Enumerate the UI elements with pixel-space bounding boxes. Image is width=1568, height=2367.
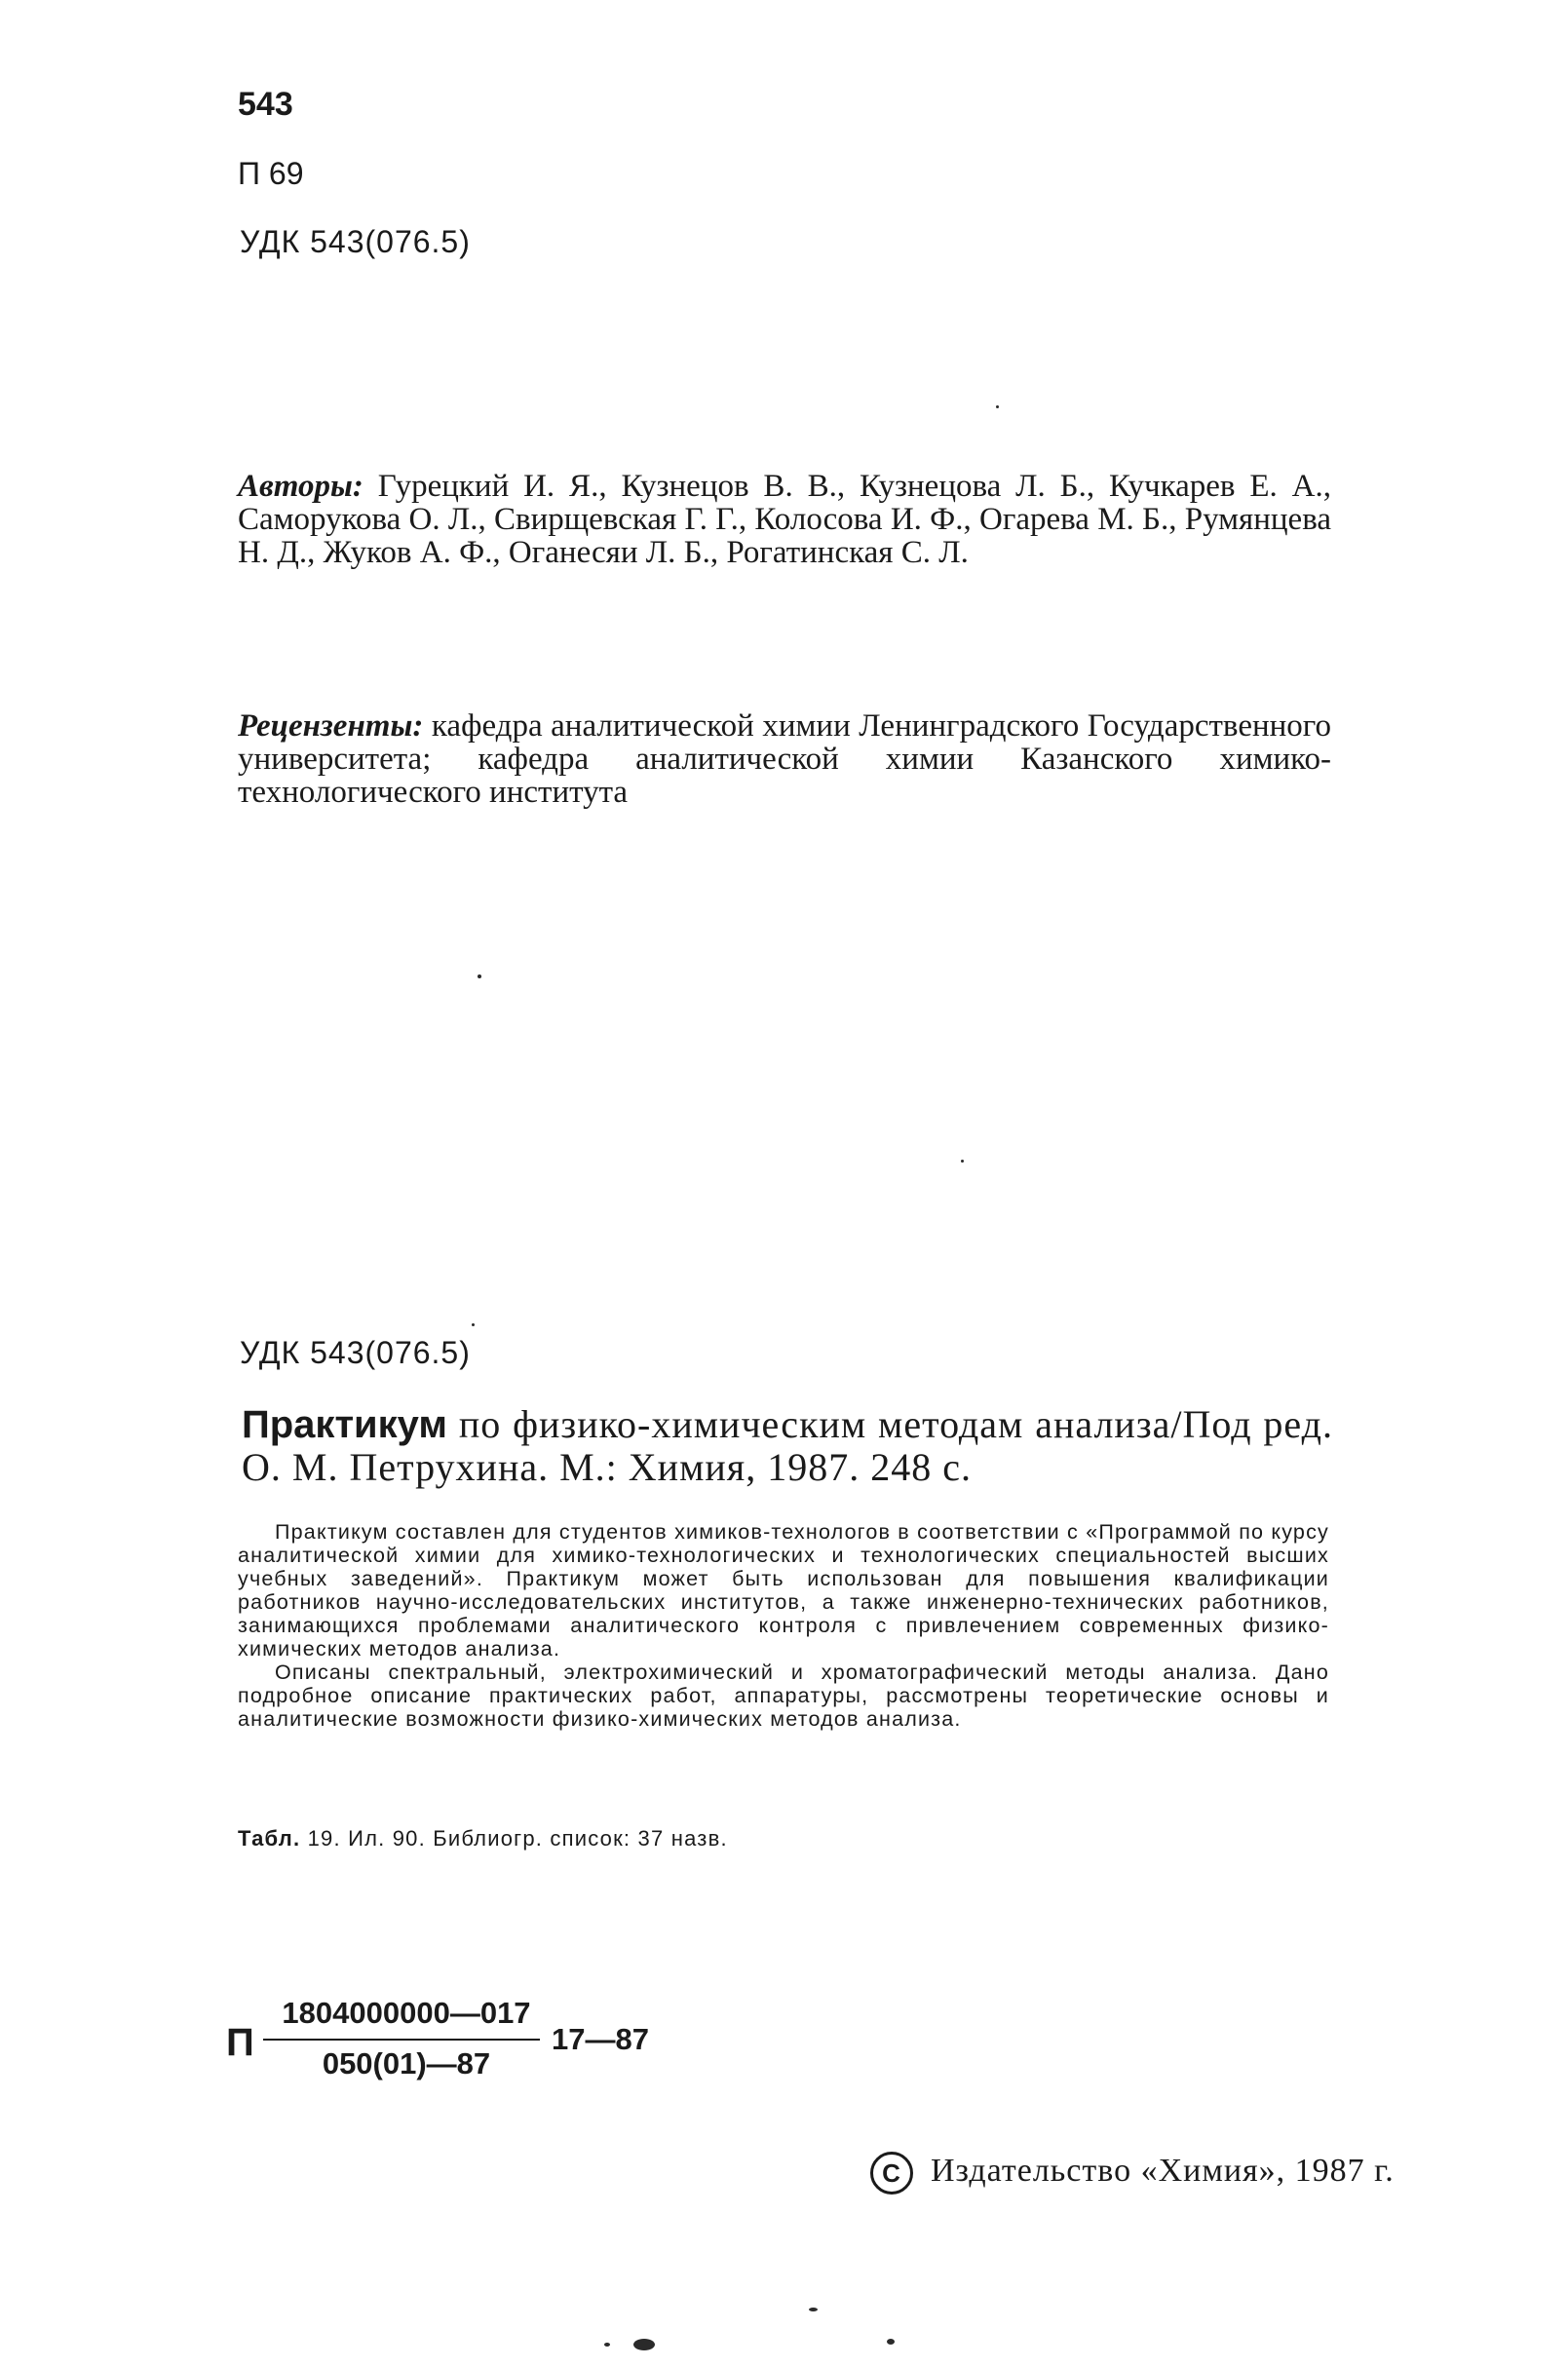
publisher-code-tail: 17—87	[552, 2022, 649, 2056]
abstract	[238, 1520, 1329, 1731]
publisher-code-numerator: 1804000000—017	[282, 1996, 531, 2030]
authors-label: Авторы:	[238, 469, 363, 504]
authors-paragraph	[238, 470, 1331, 569]
publisher-code-fraction-line	[263, 2039, 540, 2041]
reviewers-label: Рецензенты:	[238, 708, 424, 744]
tabl-text: 19. Ил. 90. Библиогр. список: 37 назв.	[300, 1826, 728, 1851]
copyright-line	[870, 2152, 1395, 2195]
tables-illustrations-line	[238, 1826, 728, 1852]
scan-speck	[633, 2339, 655, 2350]
abstract-paragraph-1: Практикум составлен для студентов химиков-технологов в соответствии с «Программой по курсу аналитической химии для химико-технологических и технологических специальностей высших учебных заведений». Практикум может быть использован для повышения квалификации работников научно-исследовательских институтов, а также инженерно-технических работников, занимающихся проблемами аналитического контроля с привлечением современных физико-химических методов анализа.	[238, 1520, 1329, 1661]
abstract-paragraph-2: Описаны спектральный, электрохимический и хроматографический методы анализа. Дано подробное описание практических работ, аппаратуры, рассмотрены теоретические основы и аналитические возможности физико-химических методов анализа.	[238, 1661, 1329, 1731]
scan-speck	[887, 2339, 895, 2345]
publisher-code-letter: П	[226, 2021, 254, 2064]
publisher-code-denominator: 050(01)—87	[322, 2046, 491, 2081]
scan-speck	[478, 974, 481, 978]
book-title-rest: по физико-химическим методам анализа/Под ред. О. М. Петрухина. М.: Химия, 1987. 248 с.	[242, 1402, 1333, 1489]
book-title	[242, 1403, 1333, 1489]
reviewers-list: кафедра аналитической химии Ленинградского Государственного университета; кафедра аналитической химии Казанского химико-технологического института	[238, 708, 1331, 810]
scan-speck	[809, 2308, 818, 2311]
authors-list: Гурецкий И. Я., Кузнецов В. В., Кузнецова Л. Б., Кучкарев Е. А., Саморукова О. Л., Свирщевская Г. Г., Колосова И. Ф., Огарева М. Б., Румянцева Н. Д., Жуков А. Ф., Оганесяи Л. Б., Рогатинская С. Л.	[238, 469, 1331, 570]
scan-speck	[961, 1160, 964, 1163]
bbk-index-author-mark: П 69	[238, 156, 304, 191]
tabl-label: Табл.	[238, 1826, 301, 1851]
scan-speck	[472, 1323, 475, 1326]
udk-code-card: УДК 543(076.5)	[240, 1335, 471, 1370]
scan-speck	[604, 2343, 610, 2347]
copyright-icon: C	[870, 2152, 913, 2195]
book-title-bold: Практикум	[242, 1403, 447, 1446]
copyright-text: Издательство «Химия», 1987 г.	[931, 2152, 1395, 2189]
bbk-index-main: 543	[238, 86, 293, 123]
reviewers-paragraph	[238, 709, 1331, 809]
udk-code-top: УДК 543(076.5)	[240, 224, 471, 259]
scan-speck	[996, 405, 999, 408]
